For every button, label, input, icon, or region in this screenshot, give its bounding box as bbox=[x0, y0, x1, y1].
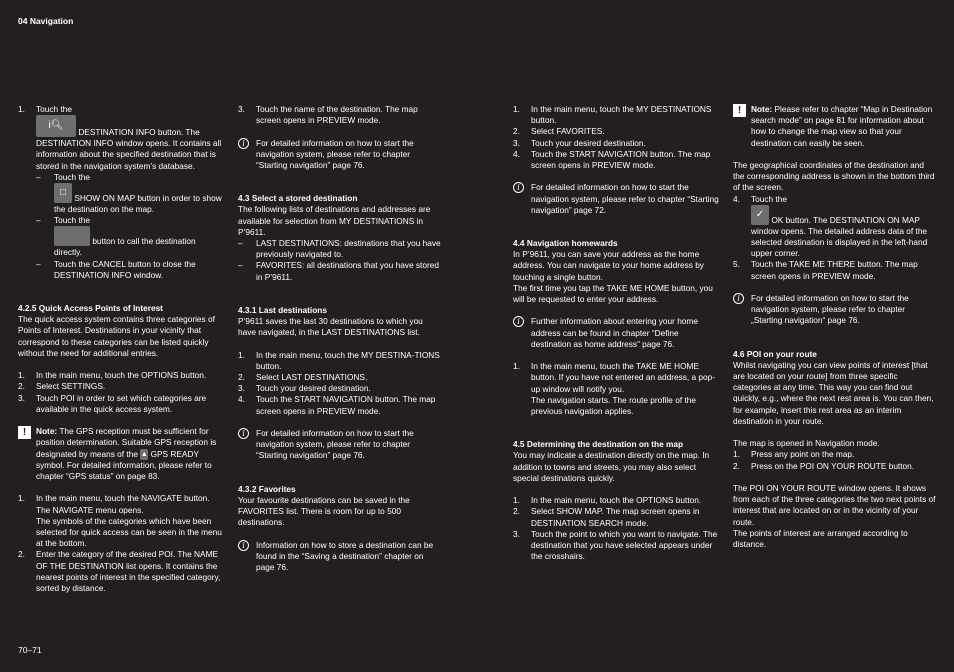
info-icon: i bbox=[513, 316, 524, 327]
info-block: i For detailed information on how to start the navigation system, please refer to chapter “Starting navigation” page 76. bbox=[238, 138, 443, 172]
column-1: 1. Touch the i🔍︎ DESTINATION INFO button. The DESTINATION INFO window opens. It contains all information about the specified destination that is stored in the navigation system’s database. – Touch the □ SHOW ON MAP button in order to show the destination on the map. – Touch the button to call the destination directly. – Touch the CANCEL button to close the DESTINATION INFO window. 4.2.5 Quick Access Points of Interest The quick access system contains three categories of Points of Interest. Destinations in your vicinity that correspond to these categories can be listed quickly without the need for additional entries. 1. In the main menu, touch the OPTIONS button. 2. Select SETTINGS. 3. Touch POI in order to set which categories are available in the quick access system. ! Note: The GPS reception must be sufficient for position determination. Suitable GPS reception is designated by means of the ▲ GPS READY symbol. For detailed information, please refer to chapter “GPS status” on page 83. 1. In the main menu, touch the NAVIGATE button. The NAVIGATE menu opens. The symbols of the categories which have been selected for quick access can be seen in the menu at the bottom. 2. Enter the category of the desired POI. The NAME OF THE DESTINATION list opens. It contains the nearest points of interest in the specified category, sorted by distance. bbox=[18, 104, 222, 594]
exclamation-icon: ! bbox=[18, 426, 31, 439]
list-item: – Touch the □ SHOW ON MAP button in order to show the destination on the map. bbox=[36, 171, 222, 215]
list-item: 1. In the main menu, touch the NAVIGATE button. The NAVIGATE menu opens. The symbols of the categories which have been selected for quick access can be seen in the menu at the bottom. bbox=[18, 493, 222, 549]
info-icon: i bbox=[513, 182, 524, 193]
list-item: – FAVORITES: all destinations that you have stored in P’9611. bbox=[238, 260, 439, 282]
info-block: i For detailed information on how to start the navigation system, please refer to chapter „Starting navigation“ page 76. bbox=[733, 293, 937, 327]
list-item: 2. Select LAST DESTINATIONS. bbox=[238, 372, 368, 383]
heading: 4.6 POI on your route bbox=[733, 348, 817, 359]
list-item: 2. Select SHOW MAP. The map screen opens in DESTINATION SEARCH mode. bbox=[513, 506, 700, 528]
heading: 4.2.5 Quick Access Points of Interest bbox=[18, 303, 163, 314]
list-item: 3. Touch your desired destination. bbox=[238, 383, 371, 394]
list-item: 3. Touch your desired destination. bbox=[513, 137, 646, 148]
list-item: 1. In the main menu, touch the MY DESTINA-TIONS button. bbox=[238, 349, 440, 371]
note-block: ! Note: Please refer to chapter “Map in Destination search mode” on page 81 for information about how to change the map view so that your destination can easily be seen. bbox=[733, 104, 937, 149]
heading: 4.5 Determining the destination on the map bbox=[513, 439, 684, 450]
destination-info-icon: i🔍︎ bbox=[36, 115, 76, 137]
ok-checkmark-icon: ✓ bbox=[751, 205, 769, 225]
info-icon: i bbox=[238, 138, 249, 149]
column-3: 1. In the main menu, touch the MY DESTINATIONS button. 2. Select FAVORITES. 3. Touch your desired destination. 4. Touch the START NAVIGATION button. The map screen opens in PREVIEW mode. i For detailed information on how to start the navigation system, please refer to chapter “Starting navigation” page 72. 4.4 Navigation homewards In P’9611, you can save your address as the home address. You can navigate to your home address by touching a single button. The first time you tap the TAKE ME HOME button, you will be requested to enter your address. i Further information about entering your home address can be found in chapter “Define destination as home address” page 76. 1. In the main menu, touch the TAKE ME HOME button. If you have not entered an address, a pop-up window will notify you. The navigation starts. The route profile of the previous navigation applies. 4.5 Determining the destination on the map You may indicate a destination directly on the map. In addition to towns and streets, you may also select special destinations quickly. 1. In the main menu, touch the OPTIONS button. 2. Select SHOW MAP. The map screen opens in DESTINATION SEARCH mode. 3. Touch the point to which you want to navigate. The destination that you have selected appears under the crosshairs. bbox=[513, 104, 719, 562]
list-item: 3. Touch the name of the destination. The map screen opens in PREVIEW mode. bbox=[238, 104, 418, 126]
list-item: 3. Touch the point to which you want to navigate. The destination that you have selected appears under the crosshairs. bbox=[513, 528, 718, 562]
info-icon: i bbox=[238, 540, 249, 551]
show-on-map-icon: □ bbox=[54, 183, 72, 203]
info-block: i Information on how to store a destination can be found in the “Saving a destination” chapter on page 76. bbox=[238, 540, 443, 574]
list-item: 1. Touch the i🔍︎ DESTINATION INFO button. The DESTINATION INFO window opens. It contains all information about the specified destination that is stored in the navigation system’s database. bbox=[18, 104, 222, 171]
heading: 4.3.2 Favorites bbox=[238, 483, 296, 494]
page-number: 70–71 bbox=[18, 645, 42, 655]
list-item: 5. Touch the TAKE ME THERE button. The map screen opens in PREVIEW mode. bbox=[733, 259, 918, 281]
call-destination-icon bbox=[54, 226, 90, 246]
list-item: 1. In the main menu, touch the MY DESTINATIONS button. bbox=[513, 104, 712, 126]
list-item: – Touch the CANCEL button to close the DESTINATION INFO window. bbox=[36, 258, 196, 280]
list-item: 1. In the main menu, touch the OPTIONS button. bbox=[513, 495, 702, 506]
list-item: 2. Press on the POI ON YOUR ROUTE button. bbox=[733, 460, 915, 471]
list-item: 1. In the main menu, touch the OPTIONS button. bbox=[18, 370, 207, 381]
list-item: 3. Touch POI in order to set which categories are available in the quick access system. bbox=[18, 392, 207, 414]
info-icon: i bbox=[238, 428, 249, 439]
list-item: 4. Touch the ✓ OK button. The DESTINATION ON MAP window opens. The detailed address data of the selected destination is displayed in the left-hand upper corner. bbox=[733, 193, 928, 259]
list-item: 2. Select FAVORITES. bbox=[513, 126, 605, 137]
heading: 4.3.1 Last destinations bbox=[238, 304, 327, 315]
gps-ready-icon: ▲ bbox=[140, 450, 148, 458]
list-item: 4. Touch the START NAVIGATION button. The map screen opens in PREVIEW mode. bbox=[238, 394, 436, 416]
list-item: 4. Touch the START NAVIGATION button. The map screen opens in PREVIEW mode. bbox=[513, 148, 711, 171]
list-item: – Touch the button to call the destination directly. bbox=[36, 215, 196, 258]
info-block: i For detailed information on how to start the navigation system, please refer to chapter “Starting navigation” page 72. bbox=[513, 182, 720, 216]
list-item: 1. In the main menu, touch the TAKE ME HOME button. If you have not entered an address, a pop-up window will notify you. The navigation starts. The route profile of the previous navigation applies. bbox=[513, 361, 716, 417]
list-item: – LAST DESTINATIONS: destinations that you have previously navigated to. bbox=[238, 238, 441, 260]
list-item: 2. Select SETTINGS. bbox=[18, 381, 106, 392]
info-block: i Further information about entering your home address can be found in chapter “Define destination as home address” page 76. bbox=[513, 316, 720, 350]
info-icon: i bbox=[733, 293, 744, 304]
column-2: 3. Touch the name of the destination. The map screen opens in PREVIEW mode. i For detailed information on how to start the navigation system, please refer to chapter “Starting navigation” page 76. 4.3 Select a stored destination The following lists of destinations and addresses are available for selection from MY DESTINATIONS in P’9611. – LAST DESTINATIONS: destinations that you have previously navigated to. – FAVORITES: all destinations that you have stored in P’9611. 4.3.1 Last destinations P’9611 saves the last 30 destinations to which you have navigated, in the LAST DESTINATIONS list. 1. In the main menu, touch the MY DESTINA-TIONS button. 2. Select LAST DESTINATIONS. 3. Touch your desired destination. 4. Touch the START NAVIGATION button. The map screen opens in PREVIEW mode. i For detailed information on how to start the navigation system, please refer to chapter “Starting navigation” page 76. 4.3.2 Favorites Your favourite destinations can be saved in the FAVORITES list. There is room for up to 500 destinations. i Information on how to store a destination can be found in the “Saving a destination” chapter on page 76. bbox=[238, 104, 443, 573]
section-header: 04 Navigation bbox=[18, 16, 74, 26]
note-block: ! Note: The GPS reception must be sufficient for position determination. Suitable GPS reception is designated by means of the ▲ GPS READY symbol. For detailed information, please refer to chapter “GPS status” on page 83. bbox=[18, 426, 222, 482]
list-item: 1. Press any point on the map. bbox=[733, 449, 855, 460]
list-item: 2. Enter the category of the desired POI. The NAME OF THE DESTINATION list opens. It contains the nearest points of interest in the specified category, sorted by distance. bbox=[18, 549, 221, 594]
heading: 4.3 Select a stored destination bbox=[238, 193, 358, 204]
exclamation-icon: ! bbox=[733, 104, 746, 117]
heading: 4.4 Navigation homewards bbox=[513, 238, 618, 249]
info-block: i For detailed information on how to start the navigation system, please refer to chapter “Starting navigation” page 76. bbox=[238, 428, 443, 462]
column-4: ! Note: Please refer to chapter “Map in Destination search mode” on page 81 for information about how to change the map view so that your destination can easily be seen. The geographical coordinates of the destination and the corresponding address is shown in the bottom third of the screen. 4. Touch the ✓ OK button. The DESTINATION ON MAP window opens. The detailed address data of the selected destination is displayed in the left-hand upper corner. 5. Touch the TAKE ME THERE button. The map screen opens in PREVIEW mode. i For detailed information on how to start the navigation system, please refer to chapter „Starting navigation“ page 76. 4.6 POI on your route Whilst navigating you can view points of interest [that are located on your route] from three specific categories at any time. This way you can find out quickly, e.g., where the next rest area is. You can then, for example, insert this rest area as an interim destination in your route. The map is opened in Navigation mode. 1. Press any point on the map. 2. Press on the POI ON YOUR ROUTE button. The POI ON YOUR ROUTE window opens. It shows from each of the three categories the two next points of interest that are located on or in the vicinity of your route. The points of interest are arranged according to distance. bbox=[733, 104, 936, 550]
